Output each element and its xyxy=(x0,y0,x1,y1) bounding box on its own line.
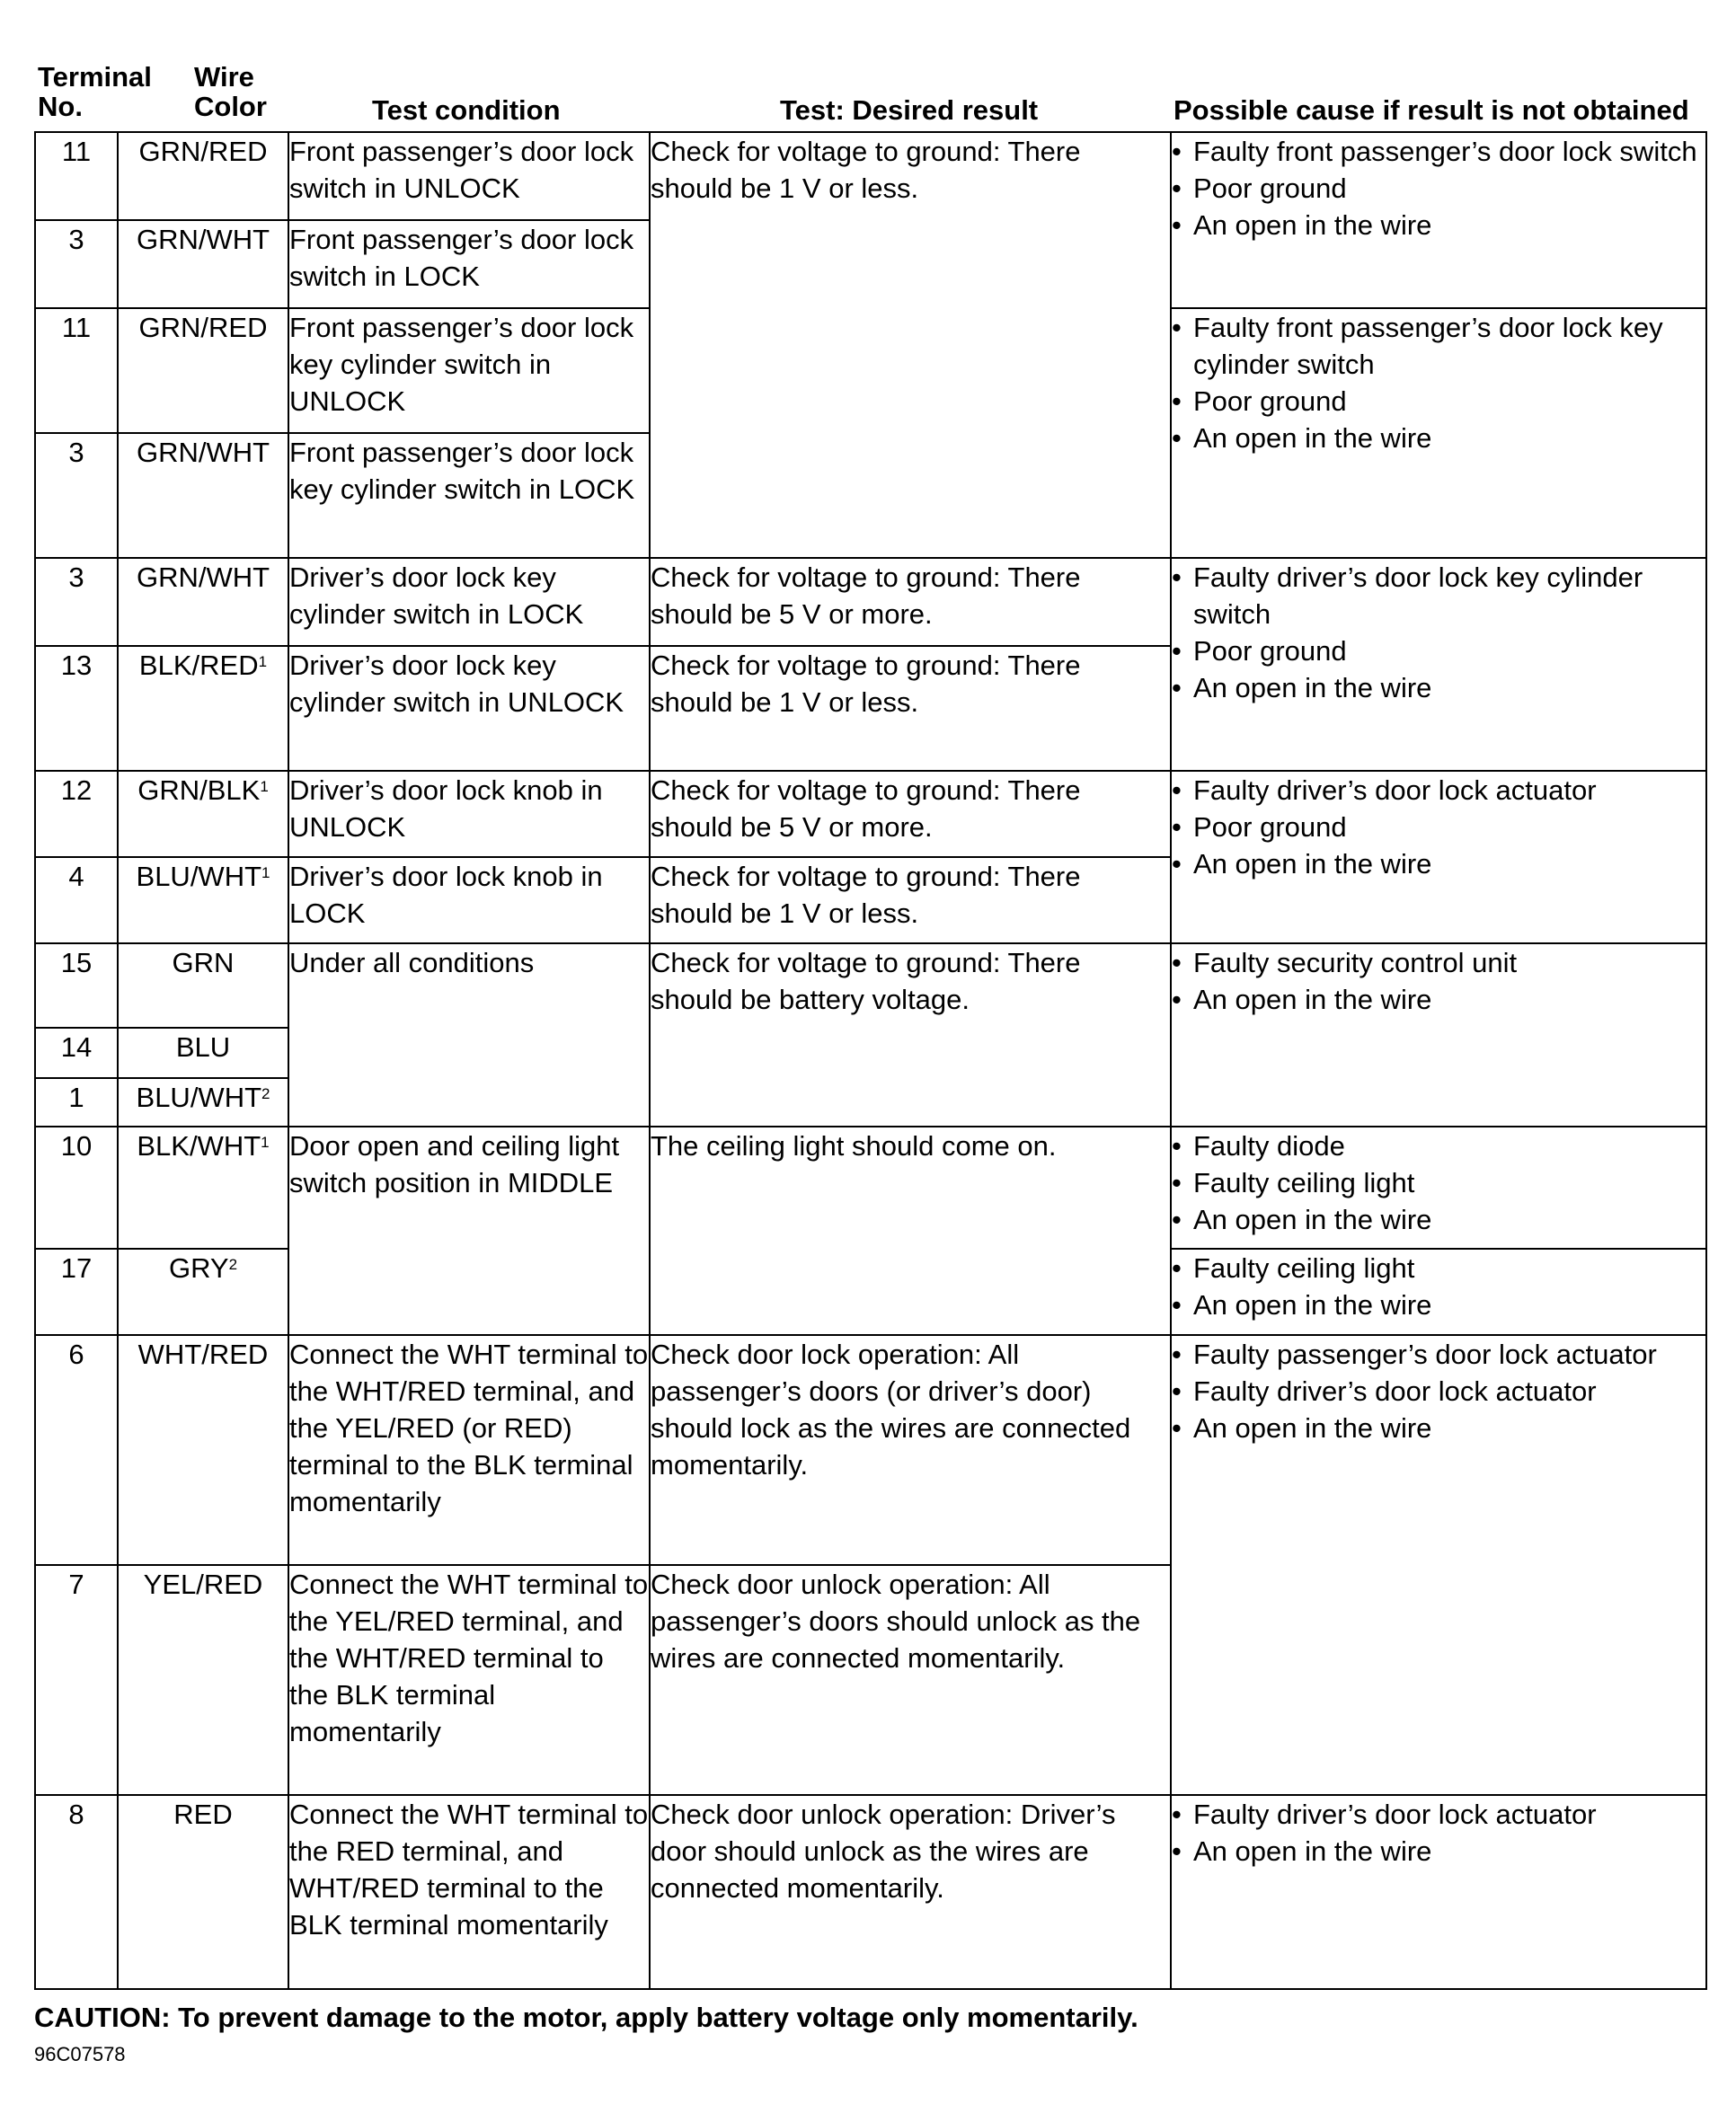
terminal-number: 13 xyxy=(35,646,118,771)
cause-item: • Poor ground xyxy=(1172,383,1705,420)
header-desired-result: Test: Desired result xyxy=(780,94,1039,126)
terminal-number: 3 xyxy=(35,433,118,558)
cause-item: • An open in the wire xyxy=(1172,1833,1705,1870)
cause-item: • Faulty driver’s door lock actuator xyxy=(1172,1373,1705,1410)
cause-item: • An open in the wire xyxy=(1172,669,1705,706)
test-condition: Driver’s door lock key cylinder switch in LOCK xyxy=(288,558,650,646)
cause-item: • Faulty diode xyxy=(1172,1127,1705,1164)
wire-color: GRN/WHT xyxy=(118,220,288,308)
wire-color: BLU/WHT$^1$ xyxy=(118,857,288,943)
cause-item: • Faulty driver’s door lock actuator xyxy=(1172,1796,1705,1833)
wire-color: GRN xyxy=(118,943,288,1028)
cause-item: • An open in the wire xyxy=(1172,420,1705,456)
possible-cause xyxy=(1171,1127,1706,1249)
header-terminal: Terminal xyxy=(38,61,152,93)
terminal-number: 7 xyxy=(35,1565,118,1795)
terminal-number: 11 xyxy=(35,132,118,220)
wire-color: BLU xyxy=(118,1028,288,1078)
table-row xyxy=(35,1335,1706,1565)
possible-cause xyxy=(1171,943,1706,1127)
wire-color: GRN/RED xyxy=(118,132,288,220)
cause-item: • Faulty passenger’s door lock actuator xyxy=(1172,1336,1705,1373)
wire-color: GRY$^2$ xyxy=(118,1249,288,1335)
desired-result: Check for voltage to ground: There should be battery voltage. xyxy=(650,943,1171,1127)
table-row xyxy=(35,1795,1706,1989)
cause-item: • Faulty driver’s door lock actuator xyxy=(1172,772,1705,809)
cause-item: • Poor ground xyxy=(1172,632,1705,669)
cause-item: • An open in the wire xyxy=(1172,981,1705,1018)
wire-color: GRN/RED xyxy=(118,308,288,433)
test-condition: Driver’s door lock key cylinder switch in UNLOCK xyxy=(288,646,650,771)
test-condition: Front passenger’s door lock switch in UNLOCK xyxy=(288,132,650,220)
table-row xyxy=(35,771,1706,857)
table-row xyxy=(35,943,1706,1028)
cause-item: • An open in the wire xyxy=(1172,1201,1705,1238)
wire-color: GRN/WHT xyxy=(118,558,288,646)
possible-cause xyxy=(1171,558,1706,771)
header-possible-cause: Possible cause if result is not obtained xyxy=(1174,94,1689,126)
terminal-number: 3 xyxy=(35,220,118,308)
desired-result: Check for voltage to ground: There should be 1 V or less. xyxy=(650,132,1171,558)
test-condition: Front passenger’s door lock switch in LOCK xyxy=(288,220,650,308)
terminal-number: 11 xyxy=(35,308,118,433)
terminal-number: 4 xyxy=(35,857,118,943)
cause-item: • An open in the wire xyxy=(1172,207,1705,243)
possible-cause xyxy=(1171,1795,1706,1989)
header-terminal-no: No. xyxy=(38,91,83,122)
wire-color: GRN/WHT xyxy=(118,433,288,558)
terminal-number: 10 xyxy=(35,1127,118,1249)
wire-color: WHT/RED xyxy=(118,1335,288,1565)
wire-color: GRN/BLK$^1$ xyxy=(118,771,288,857)
table-row xyxy=(35,132,1706,220)
test-condition: Connect the WHT terminal to the WHT/RED terminal, and the YEL/RED (or RED) terminal to the BLK terminal momentarily xyxy=(288,1335,650,1565)
test-condition: Door open and ceiling light switch position in MIDDLE xyxy=(288,1127,650,1335)
wire-color: BLK/RED$^1$ xyxy=(118,646,288,771)
terminal-number: 12 xyxy=(35,771,118,857)
wire-color: RED xyxy=(118,1795,288,1989)
test-condition: Front passenger’s door lock key cylinder switch in UNLOCK xyxy=(288,308,650,433)
test-condition: Connect the WHT terminal to the YEL/RED terminal, and the WHT/RED terminal to the BLK terminal momentarily xyxy=(288,1565,650,1795)
table-row xyxy=(35,1127,1706,1249)
cause-item: • Faulty security control unit xyxy=(1172,944,1705,981)
desired-result: Check for voltage to ground: There should be 5 V or more. xyxy=(650,771,1171,857)
cause-item: • Faulty driver’s door lock key cylinder switch xyxy=(1172,559,1705,632)
cause-item: • An open in the wire xyxy=(1172,1410,1705,1446)
cause-item: • Faulty front passenger’s door lock switch xyxy=(1172,133,1705,170)
cause-item: • Poor ground xyxy=(1172,809,1705,845)
header-wire: Wire xyxy=(194,61,254,93)
cause-item: • Faulty front passenger’s door lock key cylinder switch xyxy=(1172,309,1705,383)
figure-id: 96C07578 xyxy=(34,2043,126,2065)
possible-cause xyxy=(1171,132,1706,308)
cause-item: • An open in the wire xyxy=(1172,1286,1705,1323)
possible-cause xyxy=(1171,1249,1706,1335)
caution-note: CAUTION: To prevent damage to the motor, apply battery voltage only momentarily. xyxy=(34,2002,1138,2033)
header-test-condition: Test condition xyxy=(372,94,561,126)
table-header xyxy=(34,59,1705,131)
terminal-number: 17 xyxy=(35,1249,118,1335)
test-condition: Front passenger’s door lock key cylinder switch in LOCK xyxy=(288,433,650,558)
desired-result: The ceiling light should come on. xyxy=(650,1127,1171,1335)
desired-result: Check door unlock operation: All passenger’s doors should unlock as the wires are connected momentarily. xyxy=(650,1565,1171,1795)
cause-item: • Faulty ceiling light xyxy=(1172,1164,1705,1201)
test-condition: Under all conditions xyxy=(288,943,650,1127)
possible-cause xyxy=(1171,308,1706,558)
possible-cause xyxy=(1171,1335,1706,1795)
cause-item: • Faulty ceiling light xyxy=(1172,1250,1705,1286)
table-row xyxy=(35,558,1706,646)
cause-item: • Poor ground xyxy=(1172,170,1705,207)
possible-cause xyxy=(1171,771,1706,943)
test-condition: Connect the WHT terminal to the RED terminal, and WHT/RED terminal to the BLK terminal momentarily xyxy=(288,1795,650,1989)
wire-color: YEL/RED xyxy=(118,1565,288,1795)
terminal-number: 8 xyxy=(35,1795,118,1989)
terminal-test-table xyxy=(34,131,1707,1990)
desired-result: Check door unlock operation: Driver’s door should unlock as the wires are connected momentarily. xyxy=(650,1795,1171,1989)
desired-result: Check door lock operation: All passenger’s doors (or driver’s door) should lock as the wires are connected momentarily. xyxy=(650,1335,1171,1565)
terminal-number: 1 xyxy=(35,1078,118,1127)
desired-result: Check for voltage to ground: There should be 1 V or less. xyxy=(650,646,1171,771)
test-condition: Driver’s door lock knob in LOCK xyxy=(288,857,650,943)
terminal-number: 15 xyxy=(35,943,118,1028)
desired-result: Check for voltage to ground: There should be 5 V or more. xyxy=(650,558,1171,646)
terminal-number: 3 xyxy=(35,558,118,646)
wire-color: BLU/WHT$^2$ xyxy=(118,1078,288,1127)
test-condition: Driver’s door lock knob in UNLOCK xyxy=(288,771,650,857)
wire-color: BLK/WHT$^1$ xyxy=(118,1127,288,1249)
header-wire-color: Color xyxy=(194,91,267,122)
cause-item: • An open in the wire xyxy=(1172,845,1705,882)
terminal-number: 14 xyxy=(35,1028,118,1078)
terminal-number: 6 xyxy=(35,1335,118,1565)
desired-result: Check for voltage to ground: There should be 1 V or less. xyxy=(650,857,1171,943)
